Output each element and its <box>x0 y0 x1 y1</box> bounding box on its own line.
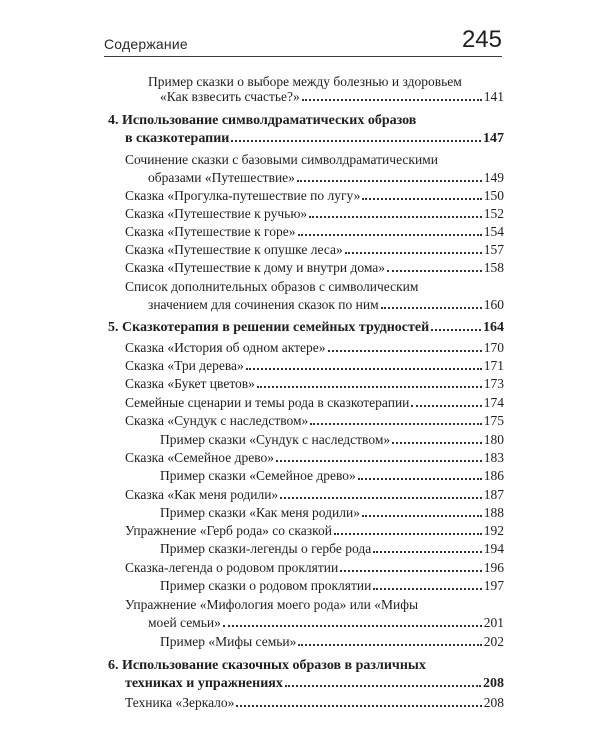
toc-entry <box>125 374 504 394</box>
toc-entry <box>125 222 504 242</box>
toc-entry-title: «Как взвесить счастье?» <box>160 89 300 104</box>
toc-entry <box>125 258 504 278</box>
toc-chapter-line <box>125 129 504 149</box>
toc-entry-page: 141 <box>483 89 504 104</box>
toc-chapter-line <box>108 656 504 676</box>
toc-entry-page: 194 <box>483 541 504 556</box>
toc-entry-title: Сказка «Сундук с наследством» <box>125 413 309 428</box>
toc-entry-page: 196 <box>483 560 504 575</box>
toc-entry-page: 150 <box>483 188 504 203</box>
toc-entry-page: 180 <box>483 432 504 447</box>
toc-entry-page: 173 <box>483 376 504 391</box>
toc-entry-title: Сказка «Путешествие к ручью» <box>125 206 308 221</box>
dot-leader <box>309 205 482 218</box>
dot-leader <box>362 504 482 517</box>
toc-entry-title: Сказка «Букет цветов» <box>125 376 255 391</box>
toc-entry-page: 160 <box>483 297 504 312</box>
dot-leader <box>381 296 482 309</box>
toc-entry-page: 149 <box>483 170 504 185</box>
toc-entry-page: 208 <box>483 676 504 691</box>
toc-entry-title: 5. Сказкотерапия в решении семейных трудностей <box>108 320 430 335</box>
toc-entry-page: 154 <box>483 224 504 239</box>
toc-chapter-line <box>108 318 504 338</box>
toc-entry-page: 164 <box>483 320 504 335</box>
dot-leader <box>334 522 482 535</box>
toc-entry-title: Сказка «Путешествие к дому и внутри дома» <box>125 260 386 275</box>
toc-entry-title: Упражнение «Мифология моего рода» или «Мифы <box>125 597 419 612</box>
toc-entry-title: Сказка «Три дерева» <box>125 358 244 373</box>
toc-entry-title: Пример сказки о выборе между болезнью и здоровьем <box>148 74 462 89</box>
toc-entry-title: Список дополнительных образов с символическим <box>125 279 419 294</box>
dot-leader <box>373 577 481 590</box>
toc-entry-page: 201 <box>483 615 504 630</box>
toc-entry-title: Техника «Зеркало» <box>125 695 235 710</box>
dot-leader <box>280 486 482 499</box>
toc-entry-title: 4. Использование символдраматических образов <box>108 113 417 128</box>
toc-entry <box>125 277 504 297</box>
toc-entry-title: Сказка «История об одном актере» <box>125 340 326 355</box>
toc-entry-title: моей семьи» <box>148 615 221 630</box>
dot-leader <box>373 540 482 553</box>
toc-entry-page: 147 <box>483 131 504 146</box>
page-header <box>104 22 502 57</box>
toc-entry-page: 208 <box>483 695 504 710</box>
toc-entry <box>148 613 504 633</box>
dot-leader <box>276 449 482 462</box>
dot-leader <box>236 694 481 707</box>
dot-leader <box>358 467 482 480</box>
toc-entry-title: Сказка-легенда о родовом проклятии <box>125 560 339 575</box>
toc-entry-page: 202 <box>483 634 504 649</box>
toc-entry <box>125 356 504 376</box>
toc-entry-page: 170 <box>483 340 504 355</box>
toc-entry <box>125 693 504 713</box>
toc-entry-title: Сказка «Прогулка-путешествие по лугу» <box>125 188 361 203</box>
toc-entry <box>148 168 504 188</box>
toc-entry <box>125 485 504 505</box>
toc-entry <box>160 576 504 596</box>
toc-entry <box>160 466 504 486</box>
dot-leader <box>362 187 481 200</box>
toc-entry-page: 186 <box>483 468 504 483</box>
toc-entry <box>125 240 504 260</box>
toc-entry <box>160 539 504 559</box>
toc-entry <box>125 204 504 224</box>
toc-entry-title: Пример сказки «Сундук с наследством» <box>160 432 391 447</box>
dot-leader <box>246 357 482 370</box>
dot-leader <box>257 375 482 388</box>
toc-entry-title: Сочинение сказки с базовыми символдраматическими <box>125 152 438 167</box>
toc-entry <box>125 338 504 358</box>
toc-entry <box>125 411 504 431</box>
toc-entry-title: Сказка «Путешествие к горе» <box>125 224 296 239</box>
dot-leader <box>302 88 482 101</box>
dot-leader <box>328 339 482 352</box>
toc-entry <box>125 558 504 578</box>
dot-leader <box>340 559 482 572</box>
dot-leader <box>431 318 481 331</box>
toc-entry-page: 158 <box>483 260 504 275</box>
toc-entry-title: Пример сказки «Семейное древо» <box>160 468 356 483</box>
toc-entry <box>160 87 504 107</box>
toc-entry <box>148 295 504 315</box>
page-number: 245 <box>461 26 502 53</box>
toc-entry-page: 175 <box>483 413 504 428</box>
toc-entry-title: Упражнение «Герб рода» со сказкой <box>125 523 332 538</box>
toc-entry-title: 6. Использование сказочных образов в различных <box>108 658 426 673</box>
toc-entry-title: Семейные сценарии и темы рода в сказкотерапии <box>125 395 410 410</box>
toc-entry <box>125 448 504 468</box>
toc-entry-page: 157 <box>483 242 504 257</box>
dot-leader <box>223 614 482 627</box>
toc-entry-title: техниках и упражнениях <box>125 676 283 691</box>
toc-entry <box>160 632 504 652</box>
toc-entry-title: Сказка «Путешествие к опушке леса» <box>125 242 343 257</box>
toc-entry-title: Сказка «Семейное древо» <box>125 450 274 465</box>
running-header-title: Содержание <box>104 36 188 52</box>
dot-leader <box>297 169 482 182</box>
toc-entry-page: 174 <box>483 395 504 410</box>
toc-entry-title: значением для сочинения сказок по ним <box>148 297 379 312</box>
dot-leader <box>298 223 482 236</box>
toc-entry-title: Пример сказки «Как меня родили» <box>160 505 360 520</box>
dot-leader <box>298 633 481 646</box>
dot-leader <box>345 241 482 254</box>
toc-entry <box>125 521 504 541</box>
toc-entry-title: Пример «Мифы семьи» <box>160 634 297 649</box>
dot-leader <box>310 412 481 425</box>
toc-entry-title: образами «Путешествие» <box>148 170 295 185</box>
toc-entry-title: в сказкотерапии <box>125 131 230 146</box>
toc-entry-title: Сказка «Как меня родили» <box>125 487 279 502</box>
toc-entry-page: 152 <box>483 206 504 221</box>
toc-entry-title: Пример сказки-легенды о гербе рода <box>160 541 372 556</box>
toc-entry-title: Пример сказки о родовом проклятии <box>160 578 372 593</box>
dot-leader <box>392 431 482 444</box>
toc-entry-page: 187 <box>483 487 504 502</box>
toc-entry <box>160 430 504 450</box>
toc-chapter-line <box>125 674 504 694</box>
dot-leader <box>387 259 482 272</box>
toc-entry-page: 183 <box>483 450 504 465</box>
toc-entry <box>125 186 504 206</box>
toc-entry <box>125 595 504 615</box>
toc-entry <box>160 503 504 523</box>
toc-entry <box>125 150 504 170</box>
toc-entry-page: 171 <box>483 358 504 373</box>
toc-entry-page: 197 <box>483 578 504 593</box>
dot-leader <box>231 129 481 142</box>
dot-leader <box>411 394 481 407</box>
toc-chapter-line <box>108 111 504 131</box>
toc-entry-page: 188 <box>483 505 504 520</box>
toc-entry <box>125 393 504 413</box>
toc-entry-page: 192 <box>483 523 504 538</box>
dot-leader <box>285 674 481 687</box>
